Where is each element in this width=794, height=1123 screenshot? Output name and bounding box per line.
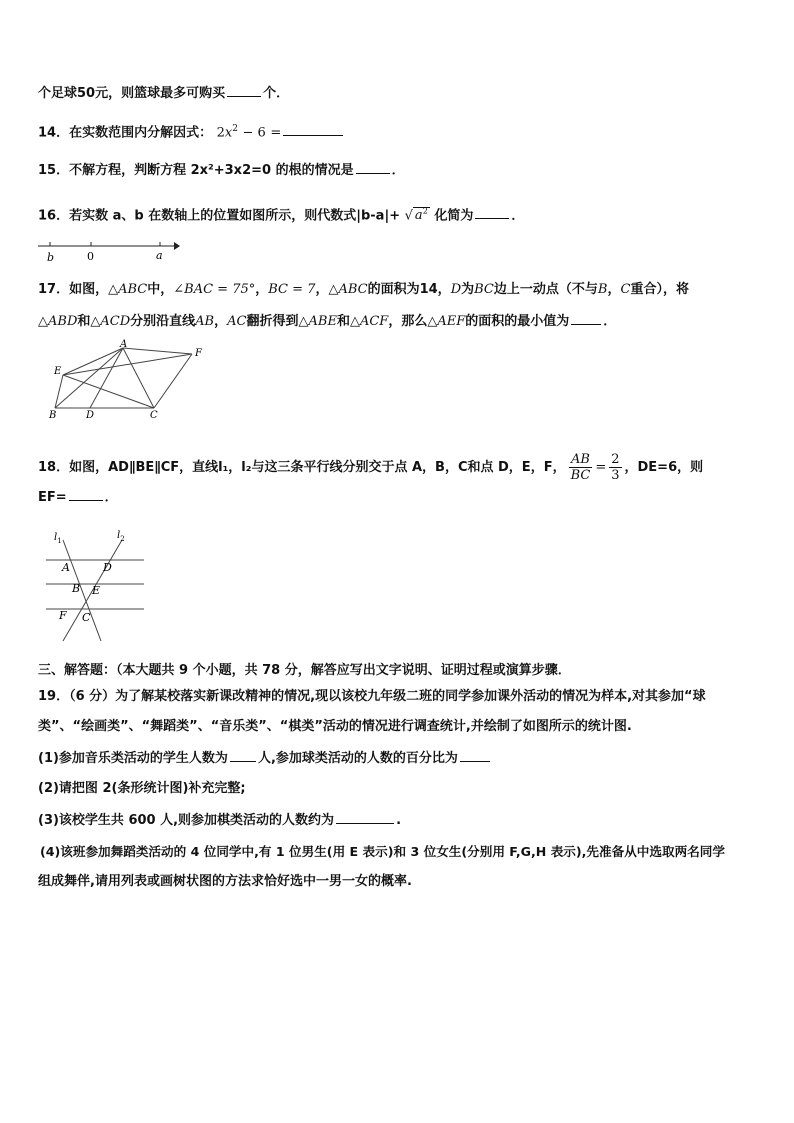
q19-part4-line2 [38, 873, 412, 891]
label-b: b [47, 251, 55, 264]
q18-frac-num: AB [569, 452, 593, 468]
q18-text: 如图，AD∥BE∥CF，直线l₁，l₂与这三条平行线分别交于点 A，B，C和点 D，E，F， [69, 460, 566, 475]
q17-l1-bc: BC = 7 [268, 282, 316, 297]
label-l1 [54, 532, 62, 545]
q19-p3b: . [396, 813, 402, 828]
q14-number: 14． [38, 125, 70, 141]
q14-expr-rest: − 6 [242, 125, 266, 141]
pt-B2: B [72, 582, 81, 595]
q17-figure [44, 338, 214, 422]
pt-A: A [120, 339, 128, 350]
q19-line2 [38, 718, 632, 736]
pt-D: D [86, 410, 95, 421]
seg-AD [90, 348, 123, 408]
q17-l1-tri2: △ABC [328, 282, 368, 297]
pt-C2: C [82, 611, 91, 624]
label-l1-main: l [54, 532, 58, 543]
q18-line1 [38, 452, 703, 483]
q16-number: 16． [38, 208, 70, 224]
q16-suffix: ． [511, 208, 525, 224]
seg-EB [55, 375, 63, 408]
q17-l1-D: D [450, 282, 462, 297]
q19-p1-blank2 [460, 749, 490, 762]
q17-l2-t3: △ABE [298, 314, 337, 329]
q17-l2-t2: △ACD [90, 314, 131, 329]
pt-B: B [49, 410, 57, 421]
q19-line2-text: 类”、“绘画类”、“舞蹈类”、“音乐类”、“棋类”活动的情况进行调查统计,并绘制了如图所示的统计图. [38, 719, 632, 734]
q19-p2: (2)请把图 2(条形统计图)补充完整; [38, 781, 246, 796]
q15-line [38, 161, 405, 180]
number-line-arrow-icon [174, 242, 180, 250]
q17-l2-b: 分别沿直线 [130, 314, 196, 329]
q16-text2: 化简为 [434, 208, 474, 224]
q13-answer-blank [227, 84, 261, 97]
q18-val-num: 2 [611, 452, 620, 467]
q16-text: 若实数 a、b 在数轴上的位置如图所示，则代数式|b-a|+ [69, 208, 401, 224]
pt-C: C [150, 410, 158, 421]
q18-value-fraction [609, 452, 621, 483]
q19-p3-blank [336, 811, 394, 824]
q14-expr-var: x [224, 125, 233, 141]
q17-l2-c: ， [214, 314, 228, 329]
q18-text2: ，DE=6，则 [624, 460, 704, 475]
q18-ratio-fraction [569, 452, 593, 483]
q17-l1-i: 重合），将 [630, 282, 689, 297]
q14-line [38, 120, 345, 142]
seg-AF [123, 348, 192, 354]
label-0: 0 [87, 250, 94, 263]
q17-l1-C: C [620, 282, 631, 297]
q16-answer-blank [475, 206, 509, 219]
section3-heading [38, 662, 571, 680]
q16-radicand-exp: 2 [422, 207, 428, 216]
q19-p3a: (3)该校学生共 600 人,则参加棋类活动的人数约为 [38, 813, 335, 828]
q18-val-den: 3 [611, 468, 620, 483]
q18-line2-text: EF= [38, 490, 67, 505]
q17-l2-t4: △ACF [349, 314, 389, 329]
q17-suffix: ． [603, 314, 617, 329]
pt-A2: A [62, 561, 70, 574]
q17-l2-f: ，那么 [388, 314, 428, 329]
q17-l1-h: ， [607, 282, 621, 297]
q17-l1-f: 为 [461, 282, 475, 297]
pt-E: E [54, 366, 62, 377]
label-l1-sub: 1 [57, 537, 62, 545]
seg-AC [123, 348, 154, 408]
q15-suffix: ． [391, 163, 405, 178]
q17-l1-a: 如图， [69, 282, 109, 297]
seg-FC [154, 354, 192, 408]
q17-l2-t1: △ABD [38, 314, 78, 329]
q17-l1-B: B [597, 282, 608, 297]
number-line-figure [36, 236, 180, 266]
pt-F2: F [59, 609, 67, 622]
section3-title: 三、解答题：（本大题共 9 个小题，共 78 分，解答应写出文字说明、证明过程或演算步骤． [38, 663, 571, 678]
q19-p4a: (4)该班参加舞蹈类活动的 4 位同学中,有 1 位男生(用 E 表示)和 3 位女生(分别用 F,G,H 表示),先准备从中选取两名同学 [40, 844, 725, 859]
q17-line2 [38, 312, 616, 331]
q17-l1-tri: △ABC [108, 282, 148, 297]
q18-eq: = [595, 460, 607, 475]
q17-l1-d: ， [315, 282, 329, 297]
q19-p1b: 人,参加球类活动的人数的百分比为 [257, 751, 458, 766]
q14-eq: = [270, 125, 282, 141]
q17-l2-t5: △AEF [427, 314, 466, 329]
q14-expr-coef: 2 [216, 125, 225, 141]
q16-line [38, 203, 524, 225]
label-l2-main: l [117, 530, 121, 541]
q13-tail-suffix: 个． [263, 86, 290, 101]
q17-l1-c: ， [255, 282, 269, 297]
q14-expr-exp: 2 [232, 124, 238, 134]
label-a: a [156, 249, 163, 262]
q13-tail-line [38, 84, 289, 103]
q19-part4-line1 [40, 843, 725, 861]
q17-l1-angle: ∠BAC = 75° [173, 282, 256, 297]
label-l2 [117, 530, 125, 543]
label-l2-sub: 2 [120, 535, 125, 543]
q19-line1-text: （6 分）为了解某校落实新课改精神的情况,现以该校九年级二班的同学参加课外活动的情况为样本,对其参加“球 [69, 689, 706, 704]
q17-l1-g: 边上一动点（不与 [493, 282, 598, 297]
q17-l1-b: 中， [147, 282, 174, 297]
q19-line1 [38, 688, 706, 706]
q17-l2-a: 和 [77, 314, 91, 329]
q17-l1-BC: BC [474, 282, 494, 297]
q17-answer-blank [571, 312, 601, 325]
seg-EA [63, 348, 123, 375]
q15-text: 不解方程，判断方程 2x²+3x2=0 的根的情况是 [69, 163, 354, 178]
seg-EC [63, 375, 154, 408]
q17-l2-d: 翻折得到 [246, 314, 299, 329]
q17-l1-e: 的面积为14， [367, 282, 451, 297]
q17-l2-e: 和 [336, 314, 350, 329]
q15-answer-blank [356, 161, 390, 174]
q14-answer-blank [283, 123, 343, 136]
q16-radicand: a [414, 208, 423, 224]
q17-line1 [38, 281, 689, 299]
q13-tail-text: 个足球50元，则篮球最多可购买 [38, 86, 226, 101]
q19-part1 [38, 749, 492, 768]
q18-figure [40, 524, 150, 646]
q18-line2 [38, 488, 118, 507]
q18-suffix: ． [104, 490, 118, 505]
q14-text: 在实数范围内分解因式： [69, 125, 213, 141]
q17-l2-ac: AC [227, 314, 247, 329]
q17-l2-ab: AB [195, 314, 215, 329]
q19-p1-blank1 [230, 749, 256, 762]
q19-p4b: 组成舞伴,请用列表或画树状图的方法求恰好选中一男一女的概率. [38, 874, 412, 889]
pt-F: F [195, 348, 202, 359]
pt-D2: D [103, 561, 112, 574]
q16-sqrt: √ $a^2$ [404, 207, 428, 224]
q15-number: 15． [38, 163, 70, 178]
q18-answer-blank [69, 488, 103, 501]
q19-number: 19． [38, 689, 70, 704]
q19-part3 [38, 811, 401, 830]
q18-number: 18． [38, 460, 70, 475]
q17-number: 17． [38, 282, 70, 297]
q17-l2-g: 的面积的最小值为 [465, 314, 570, 329]
q19-p1a: (1)参加音乐类活动的学生人数为 [38, 751, 228, 766]
seg-AB [55, 348, 123, 408]
q19-part2 [38, 780, 246, 798]
pt-E2: E [92, 584, 101, 597]
q18-frac-den: BC [570, 468, 591, 483]
